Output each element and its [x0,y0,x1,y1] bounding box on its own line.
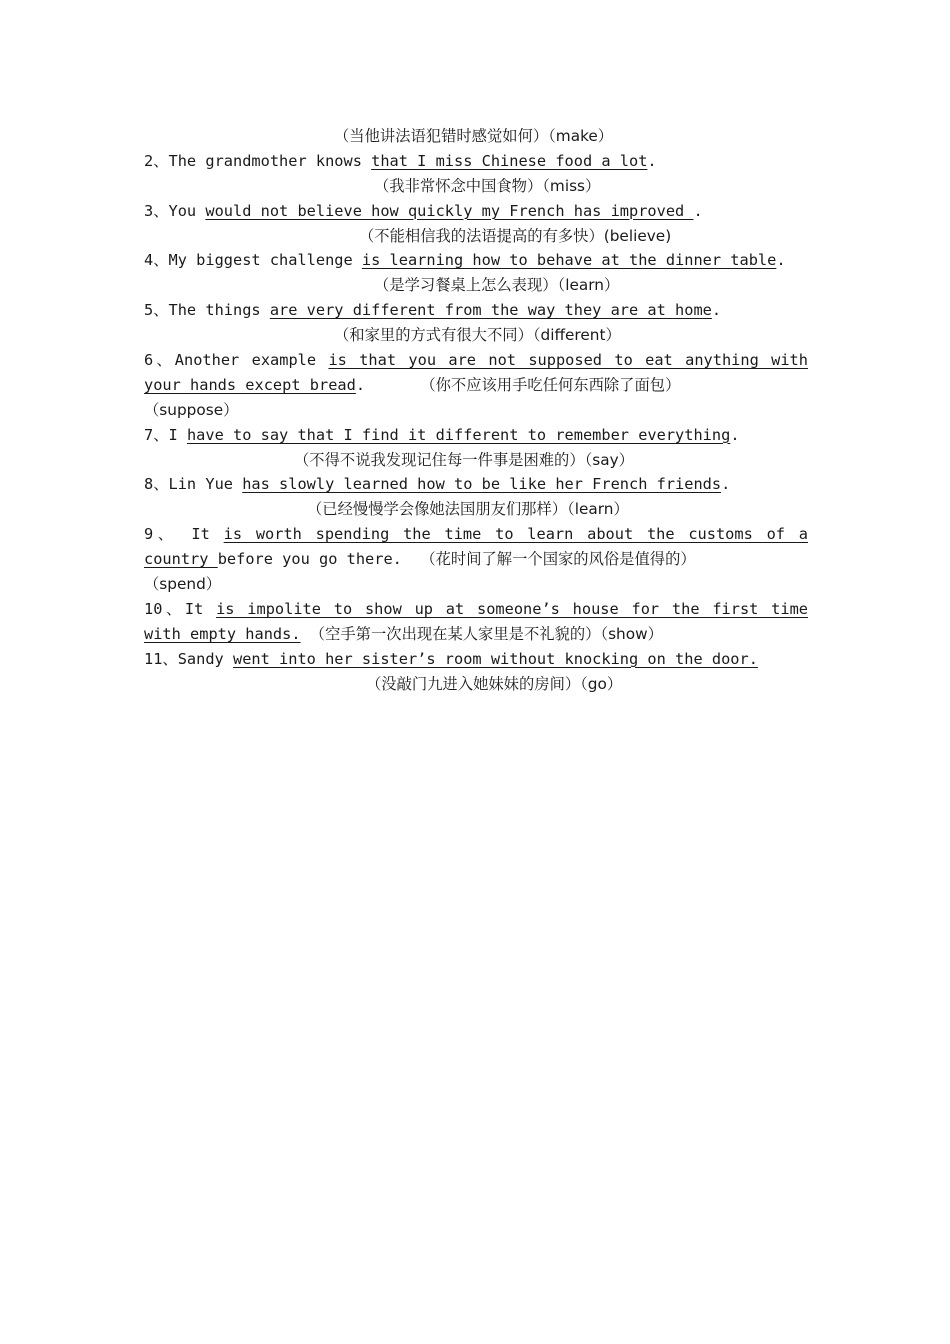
item-7-suffix: . [730,425,740,444]
item-5-answer: are very different from the way they are at home [269,301,712,320]
item-11-answer: went into her sister’s room without knocking on the door. [232,649,758,668]
item-10-number: 10、 [144,599,185,618]
item-11-sentence [144,647,808,672]
item-2-hint-line [144,174,808,199]
item-2-answer: that I miss Chinese food a lot [371,151,648,170]
item-9-prefix: It [191,525,224,544]
item-11-prefix: Sandy [177,649,233,668]
item-4-number: 4、 [144,251,169,270]
item-10-answer-part-1: is impolite to show up at someone’s house for the first time [216,599,808,618]
item-1-hint: （当他讲法语犯错时感觉如何）（make） [334,127,614,145]
item-10-hint: （空手第一次出现在某人家里是不礼貌的）（show） [309,624,663,643]
item-5-hint-line [144,323,808,348]
item-9-sentence-line-1 [144,522,808,547]
item-10-sentence-line-1 [144,597,808,622]
item-9-sentence-line-2 [144,547,808,572]
item-4-suffix: . [776,251,786,270]
item-7-hint: （不得不说我发现记住每一件事是困难的）（say） [294,450,634,469]
item-8-hint: （已经慢慢学会像她法国朋友们那样）（learn） [307,500,629,519]
item-11-hint: （没敲门九进入她妹妹的房间）（go） [366,674,623,693]
item-9-hint: （花时间了解一个国家的风俗是值得的） [420,550,696,569]
item-4-hint: （是学习餐桌上怎么表现）（learn） [374,276,620,295]
item-1-hint-line [144,124,808,149]
item-3-number: 3、 [144,201,169,220]
item-8-answer: has slowly learned how to be like her French friends [242,475,722,494]
item-7-answer: have to say that I find it different to remember everything [186,425,731,444]
item-8-sentence [144,472,808,497]
item-7-number: 7、 [144,425,169,444]
item-5-number: 5、 [144,301,169,320]
item-6-sentence-line-1 [144,348,808,373]
item-6-suffix: . [355,375,366,394]
item-2-sentence [144,149,808,174]
item-5-prefix: The things [168,301,270,320]
item-5-sentence [144,298,808,323]
item-8-prefix: Lin Yue [168,475,243,494]
item-3-hint: （不能相信我的法语提高的有多快）(believe) [359,226,672,245]
item-3-answer: would not believe how quickly my French has improved [205,201,694,220]
item-7-prefix: I [168,425,187,444]
item-6-answer-part-1: is that you are not supposed to eat anything with [328,351,808,370]
item-9-hint-line-2 [144,572,808,597]
item-2-hint: （我非常怀念中国食物）（miss） [374,176,601,195]
item-2-prefix: The grandmother knows [168,151,372,170]
item-3-hint-line [144,224,808,249]
item-8-hint-line [144,497,808,522]
item-3-prefix: You [168,201,206,220]
item-3-sentence [144,199,808,224]
item-11-number: 11、 [144,649,178,668]
item-6-answer-part-2: your hands except bread [144,375,356,394]
item-4-prefix: My biggest challenge [168,251,362,270]
item-6-prefix: Another example [174,351,329,370]
item-7-hint-line [144,448,808,473]
item-10-prefix: It [184,599,217,618]
item-5-hint: （和家里的方式有很大不同）（different） [334,326,621,345]
item-5-suffix: . [711,301,722,320]
item-3-suffix: . [693,201,703,220]
item-6-hint-line-2 [144,398,808,423]
item-10-answer-part-2: with empty hands. [144,624,301,643]
item-9-answer-part-2: country [144,550,218,569]
item-6-sentence-line-2 [144,373,808,398]
item-4-sentence [144,248,808,273]
item-6-hint: （你不应该用手吃任何东西除了面包） [420,375,681,394]
item-8-number: 8、 [144,475,169,494]
item-2-suffix: . [647,151,657,170]
item-4-answer: is learning how to behave at the dinner table [361,251,777,270]
exercise-page [144,124,808,696]
item-9-hint-2: （spend） [144,575,222,594]
item-10-sentence-line-2 [144,622,808,647]
item-4-hint-line [144,273,808,298]
item-9-suffix: before you go there. [217,550,402,569]
item-7-sentence [144,423,808,448]
item-6-hint-2: （suppose） [144,400,239,419]
item-9-number: 9、 [144,525,178,544]
item-6-number: 6、 [144,351,175,370]
item-8-suffix: . [721,475,731,494]
item-2-number: 2、 [144,151,169,170]
item-11-hint-line [144,672,808,697]
item-9-answer-part-1: is worth spending the time to learn about the customs of a [223,525,808,544]
